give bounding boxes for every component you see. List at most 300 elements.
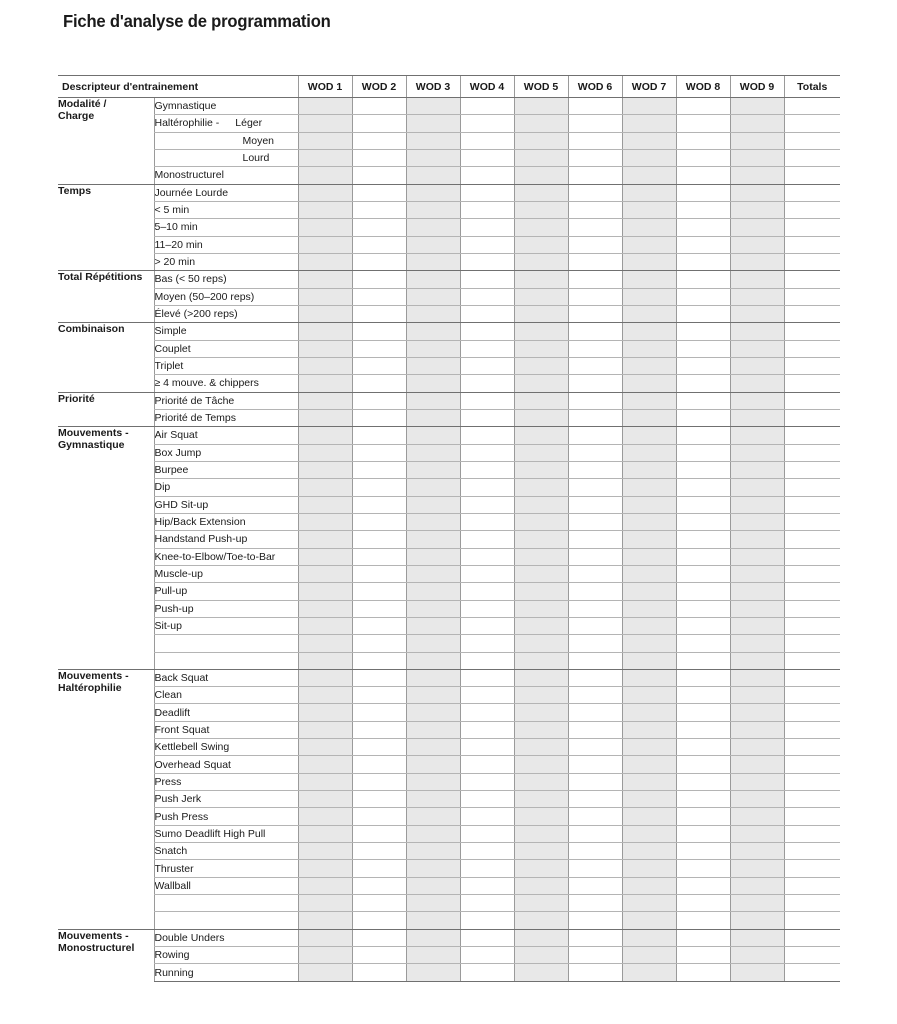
wod-cell[interactable] [460, 427, 514, 444]
wod-cell[interactable] [298, 427, 352, 444]
wod-cell[interactable] [622, 704, 676, 721]
wod-cell[interactable] [730, 929, 784, 946]
wod-cell[interactable] [676, 288, 730, 305]
wod-cell[interactable] [676, 305, 730, 322]
wod-cell[interactable] [514, 652, 568, 669]
totals-cell[interactable] [784, 929, 840, 946]
wod-cell[interactable] [514, 860, 568, 877]
wod-cell[interactable] [730, 912, 784, 929]
wod-cell[interactable] [622, 739, 676, 756]
wod-cell[interactable] [298, 548, 352, 565]
wod-cell[interactable] [622, 791, 676, 808]
wod-cell[interactable] [622, 167, 676, 184]
wod-cell[interactable] [514, 357, 568, 374]
wod-cell[interactable] [622, 617, 676, 634]
wod-cell[interactable] [298, 479, 352, 496]
wod-cell[interactable] [406, 115, 460, 132]
wod-cell[interactable] [352, 739, 406, 756]
totals-cell[interactable] [784, 201, 840, 218]
wod-cell[interactable] [568, 461, 622, 478]
wod-cell[interactable] [460, 825, 514, 842]
wod-cell[interactable] [514, 132, 568, 149]
wod-cell[interactable] [568, 947, 622, 964]
wod-cell[interactable] [298, 167, 352, 184]
wod-cell[interactable] [676, 115, 730, 132]
wod-cell[interactable] [568, 375, 622, 392]
wod-cell[interactable] [622, 340, 676, 357]
wod-cell[interactable] [298, 305, 352, 322]
wod-cell[interactable] [730, 444, 784, 461]
wod-cell[interactable] [298, 236, 352, 253]
wod-cell[interactable] [568, 253, 622, 270]
wod-cell[interactable] [514, 843, 568, 860]
wod-cell[interactable] [568, 548, 622, 565]
wod-cell[interactable] [676, 843, 730, 860]
wod-cell[interactable] [730, 704, 784, 721]
totals-cell[interactable] [784, 687, 840, 704]
wod-cell[interactable] [406, 201, 460, 218]
wod-cell[interactable] [730, 843, 784, 860]
wod-cell[interactable] [406, 444, 460, 461]
wod-cell[interactable] [406, 739, 460, 756]
wod-cell[interactable] [352, 825, 406, 842]
wod-cell[interactable] [460, 721, 514, 738]
wod-cell[interactable] [298, 669, 352, 686]
wod-cell[interactable] [460, 98, 514, 115]
wod-cell[interactable] [514, 791, 568, 808]
wod-cell[interactable] [568, 340, 622, 357]
wod-cell[interactable] [622, 635, 676, 652]
wod-cell[interactable] [352, 201, 406, 218]
totals-cell[interactable] [784, 548, 840, 565]
wod-cell[interactable] [460, 912, 514, 929]
totals-cell[interactable] [784, 167, 840, 184]
wod-cell[interactable] [352, 669, 406, 686]
wod-cell[interactable] [568, 756, 622, 773]
wod-cell[interactable] [622, 929, 676, 946]
wod-cell[interactable] [676, 825, 730, 842]
wod-cell[interactable] [298, 843, 352, 860]
wod-cell[interactable] [460, 617, 514, 634]
wod-cell[interactable] [406, 149, 460, 166]
wod-cell[interactable] [352, 253, 406, 270]
totals-cell[interactable] [784, 479, 840, 496]
totals-cell[interactable] [784, 392, 840, 409]
wod-cell[interactable] [568, 964, 622, 981]
wod-cell[interactable] [352, 843, 406, 860]
wod-cell[interactable] [676, 791, 730, 808]
wod-cell[interactable] [352, 409, 406, 426]
wod-cell[interactable] [352, 496, 406, 513]
wod-cell[interactable] [514, 929, 568, 946]
wod-cell[interactable] [406, 895, 460, 912]
wod-cell[interactable] [298, 184, 352, 201]
wod-cell[interactable] [298, 513, 352, 530]
wod-cell[interactable] [460, 305, 514, 322]
wod-cell[interactable] [298, 617, 352, 634]
wod-cell[interactable] [460, 149, 514, 166]
wod-cell[interactable] [298, 947, 352, 964]
wod-cell[interactable] [460, 444, 514, 461]
wod-cell[interactable] [568, 843, 622, 860]
totals-cell[interactable] [784, 340, 840, 357]
wod-cell[interactable] [514, 721, 568, 738]
wod-cell[interactable] [406, 531, 460, 548]
totals-cell[interactable] [784, 271, 840, 288]
wod-cell[interactable] [730, 288, 784, 305]
totals-cell[interactable] [784, 721, 840, 738]
totals-cell[interactable] [784, 895, 840, 912]
wod-cell[interactable] [514, 548, 568, 565]
wod-cell[interactable] [406, 583, 460, 600]
wod-cell[interactable] [622, 427, 676, 444]
wod-cell[interactable] [352, 115, 406, 132]
wod-cell[interactable] [730, 340, 784, 357]
wod-cell[interactable] [676, 964, 730, 981]
wod-cell[interactable] [622, 496, 676, 513]
wod-cell[interactable] [568, 929, 622, 946]
wod-cell[interactable] [622, 773, 676, 790]
wod-cell[interactable] [676, 392, 730, 409]
wod-cell[interactable] [568, 184, 622, 201]
wod-cell[interactable] [730, 739, 784, 756]
wod-cell[interactable] [460, 947, 514, 964]
wod-cell[interactable] [406, 375, 460, 392]
wod-cell[interactable] [460, 583, 514, 600]
wod-cell[interactable] [514, 219, 568, 236]
wod-cell[interactable] [676, 929, 730, 946]
wod-cell[interactable] [352, 479, 406, 496]
wod-cell[interactable] [406, 565, 460, 582]
wod-cell[interactable] [352, 600, 406, 617]
wod-cell[interactable] [676, 132, 730, 149]
wod-cell[interactable] [514, 201, 568, 218]
wod-cell[interactable] [352, 860, 406, 877]
wod-cell[interactable] [622, 877, 676, 894]
totals-cell[interactable] [784, 305, 840, 322]
wod-cell[interactable] [406, 288, 460, 305]
wod-cell[interactable] [730, 513, 784, 530]
wod-cell[interactable] [676, 669, 730, 686]
wod-cell[interactable] [298, 825, 352, 842]
totals-cell[interactable] [784, 513, 840, 530]
wod-cell[interactable] [406, 825, 460, 842]
wod-cell[interactable] [352, 565, 406, 582]
wod-cell[interactable] [730, 375, 784, 392]
wod-cell[interactable] [676, 219, 730, 236]
wod-cell[interactable] [298, 739, 352, 756]
wod-cell[interactable] [352, 98, 406, 115]
wod-cell[interactable] [568, 912, 622, 929]
wod-cell[interactable] [730, 825, 784, 842]
wod-cell[interactable] [730, 461, 784, 478]
wod-cell[interactable] [460, 288, 514, 305]
wod-cell[interactable] [406, 635, 460, 652]
totals-cell[interactable] [784, 773, 840, 790]
wod-cell[interactable] [298, 773, 352, 790]
wod-cell[interactable] [406, 929, 460, 946]
wod-cell[interactable] [352, 236, 406, 253]
wod-cell[interactable] [568, 825, 622, 842]
wod-cell[interactable] [568, 167, 622, 184]
wod-cell[interactable] [568, 201, 622, 218]
wod-cell[interactable] [730, 149, 784, 166]
wod-cell[interactable] [460, 808, 514, 825]
wod-cell[interactable] [676, 149, 730, 166]
wod-cell[interactable] [406, 461, 460, 478]
wod-cell[interactable] [298, 496, 352, 513]
wod-cell[interactable] [730, 860, 784, 877]
totals-cell[interactable] [784, 288, 840, 305]
wod-cell[interactable] [460, 895, 514, 912]
totals-cell[interactable] [784, 635, 840, 652]
wod-cell[interactable] [676, 635, 730, 652]
wod-cell[interactable] [406, 132, 460, 149]
wod-cell[interactable] [730, 132, 784, 149]
totals-cell[interactable] [784, 825, 840, 842]
wod-cell[interactable] [406, 323, 460, 340]
wod-cell[interactable] [298, 219, 352, 236]
wod-cell[interactable] [406, 98, 460, 115]
wod-cell[interactable] [298, 600, 352, 617]
wod-cell[interactable] [514, 340, 568, 357]
wod-cell[interactable] [460, 548, 514, 565]
wod-cell[interactable] [622, 184, 676, 201]
wod-cell[interactable] [676, 721, 730, 738]
wod-cell[interactable] [568, 132, 622, 149]
wod-cell[interactable] [298, 98, 352, 115]
wod-cell[interactable] [730, 392, 784, 409]
wod-cell[interactable] [460, 531, 514, 548]
wod-cell[interactable] [568, 791, 622, 808]
wod-cell[interactable] [352, 704, 406, 721]
totals-cell[interactable] [784, 444, 840, 461]
wod-cell[interactable] [406, 773, 460, 790]
wod-cell[interactable] [676, 444, 730, 461]
wod-cell[interactable] [568, 808, 622, 825]
wod-cell[interactable] [730, 496, 784, 513]
wod-cell[interactable] [676, 860, 730, 877]
wod-cell[interactable] [352, 635, 406, 652]
wod-cell[interactable] [514, 427, 568, 444]
wod-cell[interactable] [676, 409, 730, 426]
wod-cell[interactable] [622, 288, 676, 305]
wod-cell[interactable] [730, 271, 784, 288]
wod-cell[interactable] [568, 687, 622, 704]
wod-cell[interactable] [568, 219, 622, 236]
totals-cell[interactable] [784, 115, 840, 132]
totals-cell[interactable] [784, 219, 840, 236]
wod-cell[interactable] [460, 184, 514, 201]
wod-cell[interactable] [406, 357, 460, 374]
wod-cell[interactable] [514, 479, 568, 496]
wod-cell[interactable] [568, 704, 622, 721]
wod-cell[interactable] [730, 947, 784, 964]
wod-cell[interactable] [676, 600, 730, 617]
wod-cell[interactable] [730, 895, 784, 912]
totals-cell[interactable] [784, 323, 840, 340]
wod-cell[interactable] [406, 704, 460, 721]
wod-cell[interactable] [406, 652, 460, 669]
wod-cell[interactable] [676, 687, 730, 704]
wod-cell[interactable] [298, 791, 352, 808]
wod-cell[interactable] [352, 132, 406, 149]
wod-cell[interactable] [406, 548, 460, 565]
totals-cell[interactable] [784, 461, 840, 478]
wod-cell[interactable] [514, 115, 568, 132]
wod-cell[interactable] [730, 583, 784, 600]
wod-cell[interactable] [568, 409, 622, 426]
wod-cell[interactable] [730, 652, 784, 669]
wod-cell[interactable] [460, 739, 514, 756]
wod-cell[interactable] [676, 548, 730, 565]
wod-cell[interactable] [352, 912, 406, 929]
wod-cell[interactable] [514, 305, 568, 322]
totals-cell[interactable] [784, 565, 840, 582]
wod-cell[interactable] [676, 357, 730, 374]
wod-cell[interactable] [460, 392, 514, 409]
wod-cell[interactable] [730, 98, 784, 115]
wod-cell[interactable] [622, 444, 676, 461]
wod-cell[interactable] [676, 739, 730, 756]
wod-cell[interactable] [298, 288, 352, 305]
wod-cell[interactable] [352, 340, 406, 357]
wod-cell[interactable] [298, 860, 352, 877]
wod-cell[interactable] [514, 947, 568, 964]
wod-cell[interactable] [622, 461, 676, 478]
wod-cell[interactable] [460, 843, 514, 860]
wod-cell[interactable] [568, 427, 622, 444]
wod-cell[interactable] [460, 513, 514, 530]
wod-cell[interactable] [622, 600, 676, 617]
wod-cell[interactable] [460, 375, 514, 392]
wod-cell[interactable] [406, 219, 460, 236]
wod-cell[interactable] [568, 739, 622, 756]
wod-cell[interactable] [622, 98, 676, 115]
wod-cell[interactable] [298, 115, 352, 132]
wod-cell[interactable] [568, 115, 622, 132]
totals-cell[interactable] [784, 947, 840, 964]
wod-cell[interactable] [352, 357, 406, 374]
wod-cell[interactable] [298, 149, 352, 166]
totals-cell[interactable] [784, 375, 840, 392]
wod-cell[interactable] [730, 773, 784, 790]
wod-cell[interactable] [406, 617, 460, 634]
wod-cell[interactable] [352, 167, 406, 184]
wod-cell[interactable] [460, 271, 514, 288]
totals-cell[interactable] [784, 496, 840, 513]
wod-cell[interactable] [406, 184, 460, 201]
wod-cell[interactable] [676, 184, 730, 201]
wod-cell[interactable] [352, 219, 406, 236]
wod-cell[interactable] [514, 739, 568, 756]
wod-cell[interactable] [460, 115, 514, 132]
wod-cell[interactable] [298, 964, 352, 981]
wod-cell[interactable] [298, 877, 352, 894]
wod-cell[interactable] [676, 98, 730, 115]
wod-cell[interactable] [298, 912, 352, 929]
wod-cell[interactable] [460, 860, 514, 877]
wod-cell[interactable] [730, 236, 784, 253]
wod-cell[interactable] [568, 236, 622, 253]
wod-cell[interactable] [406, 479, 460, 496]
wod-cell[interactable] [676, 236, 730, 253]
wod-cell[interactable] [460, 167, 514, 184]
wod-cell[interactable] [568, 669, 622, 686]
wod-cell[interactable] [622, 808, 676, 825]
wod-cell[interactable] [298, 808, 352, 825]
wod-cell[interactable] [352, 964, 406, 981]
wod-cell[interactable] [622, 323, 676, 340]
wod-cell[interactable] [568, 721, 622, 738]
wod-cell[interactable] [676, 652, 730, 669]
totals-cell[interactable] [784, 964, 840, 981]
wod-cell[interactable] [514, 409, 568, 426]
totals-cell[interactable] [784, 357, 840, 374]
wod-cell[interactable] [298, 583, 352, 600]
wod-cell[interactable] [352, 877, 406, 894]
wod-cell[interactable] [730, 687, 784, 704]
wod-cell[interactable] [676, 323, 730, 340]
wod-cell[interactable] [730, 323, 784, 340]
wod-cell[interactable] [352, 323, 406, 340]
wod-cell[interactable] [298, 895, 352, 912]
wod-cell[interactable] [730, 305, 784, 322]
wod-cell[interactable] [622, 652, 676, 669]
wod-cell[interactable] [352, 617, 406, 634]
wod-cell[interactable] [406, 669, 460, 686]
wod-cell[interactable] [622, 843, 676, 860]
wod-cell[interactable] [676, 912, 730, 929]
totals-cell[interactable] [784, 236, 840, 253]
wod-cell[interactable] [406, 756, 460, 773]
wod-cell[interactable] [460, 479, 514, 496]
wod-cell[interactable] [298, 271, 352, 288]
wod-cell[interactable] [514, 895, 568, 912]
wod-cell[interactable] [568, 496, 622, 513]
wod-cell[interactable] [460, 652, 514, 669]
totals-cell[interactable] [784, 253, 840, 270]
wod-cell[interactable] [514, 392, 568, 409]
wod-cell[interactable] [568, 600, 622, 617]
wod-cell[interactable] [568, 635, 622, 652]
wod-cell[interactable] [622, 479, 676, 496]
wod-cell[interactable] [460, 791, 514, 808]
totals-cell[interactable] [784, 877, 840, 894]
wod-cell[interactable] [622, 253, 676, 270]
wod-cell[interactable] [622, 669, 676, 686]
wod-cell[interactable] [676, 947, 730, 964]
wod-cell[interactable] [514, 98, 568, 115]
wod-cell[interactable] [676, 808, 730, 825]
wod-cell[interactable] [460, 253, 514, 270]
totals-cell[interactable] [784, 409, 840, 426]
wod-cell[interactable] [514, 756, 568, 773]
wod-cell[interactable] [514, 964, 568, 981]
wod-cell[interactable] [406, 392, 460, 409]
wod-cell[interactable] [730, 756, 784, 773]
wod-cell[interactable] [460, 600, 514, 617]
wod-cell[interactable] [514, 444, 568, 461]
wod-cell[interactable] [730, 808, 784, 825]
wod-cell[interactable] [676, 253, 730, 270]
wod-cell[interactable] [352, 721, 406, 738]
wod-cell[interactable] [730, 357, 784, 374]
wod-cell[interactable] [406, 843, 460, 860]
totals-cell[interactable] [784, 669, 840, 686]
totals-cell[interactable] [784, 912, 840, 929]
totals-cell[interactable] [784, 149, 840, 166]
